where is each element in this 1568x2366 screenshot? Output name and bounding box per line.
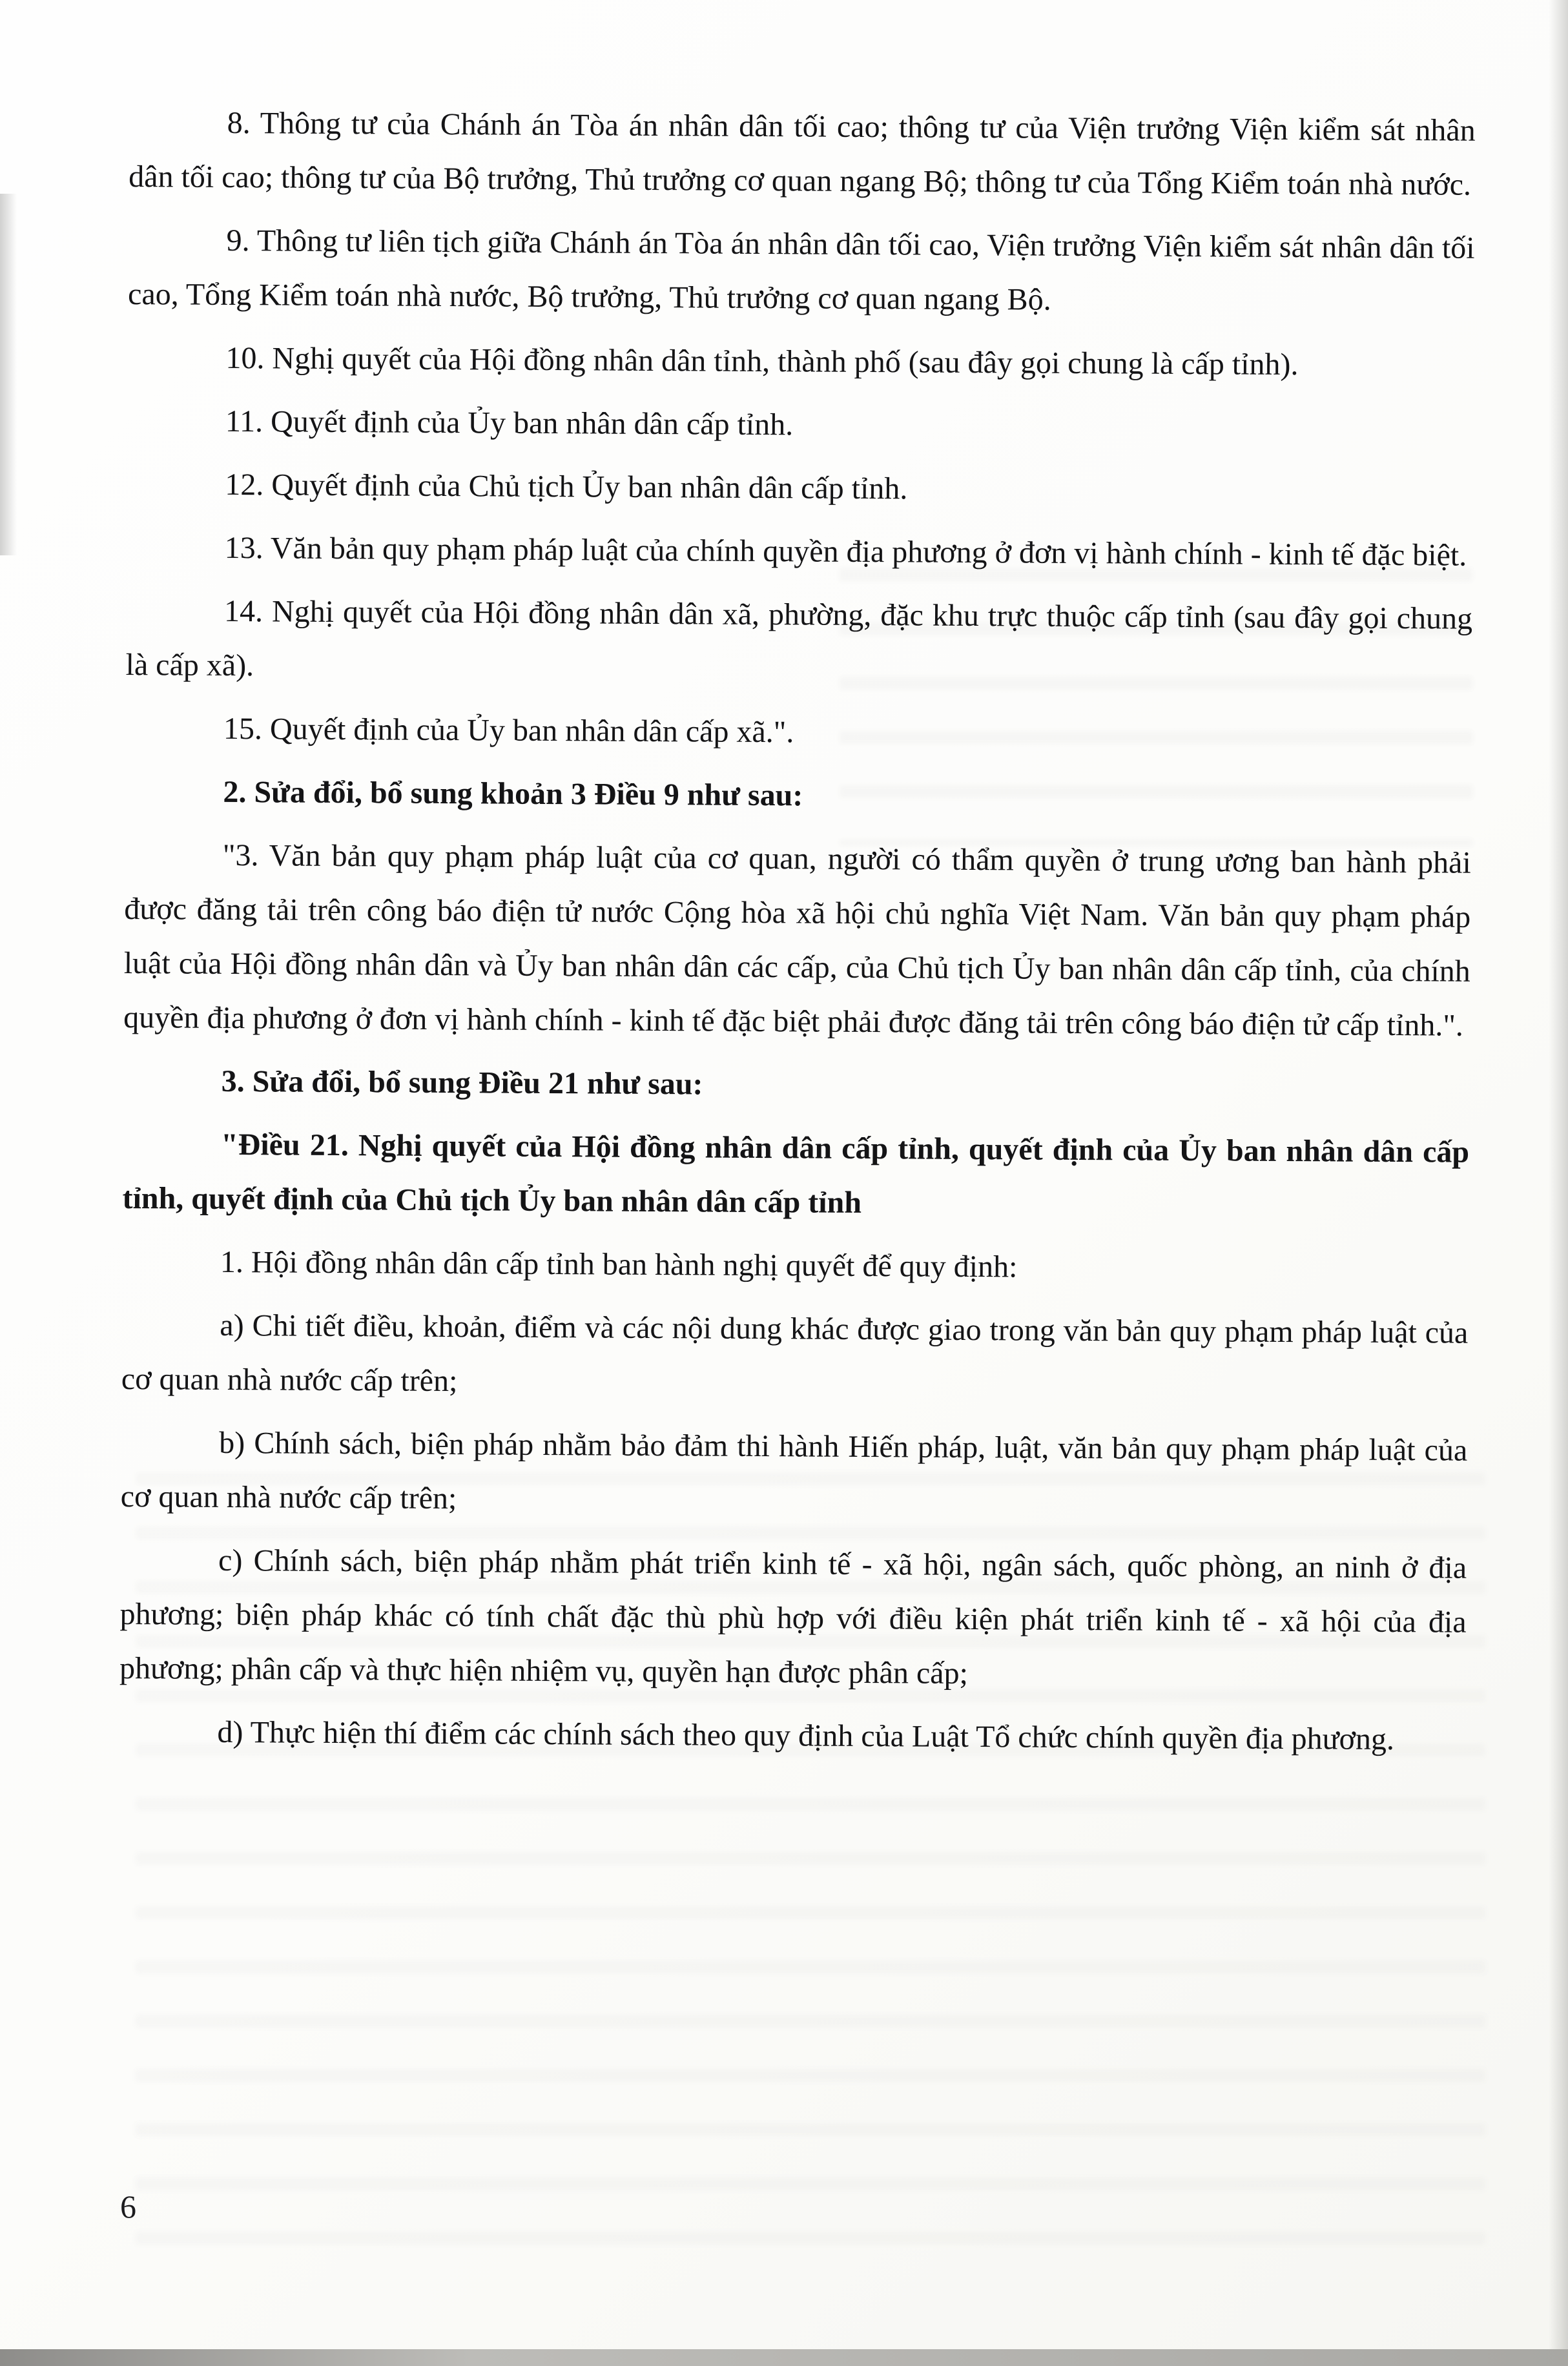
body-paragraph: 14. Nghị quyết của Hội đồng nhân dân xã, phường, đặc khu trực thuộc cấp tỉnh (sau đây gọi chung là cấp xã). — [125, 593, 1473, 683]
body-paragraph: 12. Quyết định của Chủ tịch Ủy ban nhân dân cấp tỉnh. — [225, 467, 908, 506]
body-paragraph: b) Chính sách, biện pháp nhằm bảo đảm thi hành Hiến pháp, luật, văn bản quy phạm pháp luật của cơ quan nhà nước cấp trên; — [120, 1425, 1468, 1516]
body-paragraph: d) Thực hiện thí điểm các chính sách theo quy định của Luật Tổ chức chính quyền địa phương. — [217, 1714, 1395, 1757]
body-paragraph: 15. Quyết định của Ủy ban nhân dân cấp xã.". — [223, 711, 794, 750]
scan-shadow-right — [1549, 0, 1568, 2366]
scan-smudge-left — [0, 194, 17, 555]
body-paragraph: a) Chi tiết điều, khoản, điểm và các nội dung khác được giao trong văn bản quy phạm pháp luật của cơ quan nhà nước cấp trên; — [121, 1308, 1469, 1399]
body-paragraph: 1. Hội đồng nhân dân cấp tỉnh ban hành nghị quyết để quy định: — [220, 1244, 1018, 1284]
body-paragraph: 11. Quyết định của Ủy ban nhân dân cấp tỉnh. — [225, 404, 794, 442]
heading-paragraph: 3. Sửa đổi, bổ sung Điều 21 như sau: — [221, 1064, 703, 1102]
heading-paragraph: "Điều 21. Nghị quyết của Hội đồng nhân dân cấp tỉnh, quyết định của Ủy ban nhân dân cấp tỉnh, quyết định của Chủ tịch Ủy ban nhân dân cấp tỉnh — [122, 1127, 1470, 1220]
body-paragraph: c) Chính sách, biện pháp nhằm phát triển kinh tế - xã hội, ngân sách, quốc phòng, an ninh ở địa phương; biện pháp khác có tính chất đặc thù phù hợp với điều kiện phát triển kinh tế - xã hội của địa phương; phân cấp và thực hiện nhiệm vụ, quyền hạn được phân cấp; — [119, 1543, 1467, 1691]
body-paragraph: "3. Văn bản quy phạm pháp luật của cơ quan, người có thẩm quyền ở trung ương ban hành phải được đăng tải trên công báo điện tử nước Cộng hòa xã hội chủ nghĩa Việt Nam. Văn bản quy phạm pháp luật của Hội đồng nhân dân và Ủy ban nhân dân các cấp, của Chủ tịch Ủy ban nhân dân cấp tỉnh, của chính quyền địa phương ở đơn vị hành chính - kinh tế đặc biệt phải được đăng tải trên công báo điện tử cấp tỉnh.". — [123, 838, 1471, 1043]
heading-paragraph: 2. Sửa đổi, bổ sung khoản 3 Điều 9 như sau: — [223, 774, 803, 813]
body-paragraph: 13. Văn bản quy phạm pháp luật của chính quyền địa phương ở đơn vị hành chính - kinh tế đặc biệt. — [224, 530, 1467, 573]
page-number: 6 — [120, 2188, 136, 2225]
body-paragraph: 8. Thông tư của Chánh án Tòa án nhân dân tối cao; thông tư của Viện trưởng Viện kiểm sát nhân dân tối cao; thông tư của Bộ trưởng, Thủ trưởng cơ quan ngang Bộ; thông tư của Tổng Kiểm toán nhà nước. — [129, 105, 1476, 202]
body-paragraph: 9. Thông tư liên tịch giữa Chánh án Tòa án nhân dân tối cao, Viện trưởng Viện kiểm sát nhân dân tối cao, Tổng Kiểm toán nhà nước, Bộ trưởng, Thủ trưởng cơ quan ngang Bộ. — [127, 223, 1475, 317]
document-body — [119, 96, 1476, 1776]
body-paragraph: 10. Nghị quyết của Hội đồng nhân dân tỉnh, thành phố (sau đây gọi chung là cấp tỉnh). — [225, 340, 1299, 382]
scan-shadow-bottom — [0, 2349, 1568, 2366]
